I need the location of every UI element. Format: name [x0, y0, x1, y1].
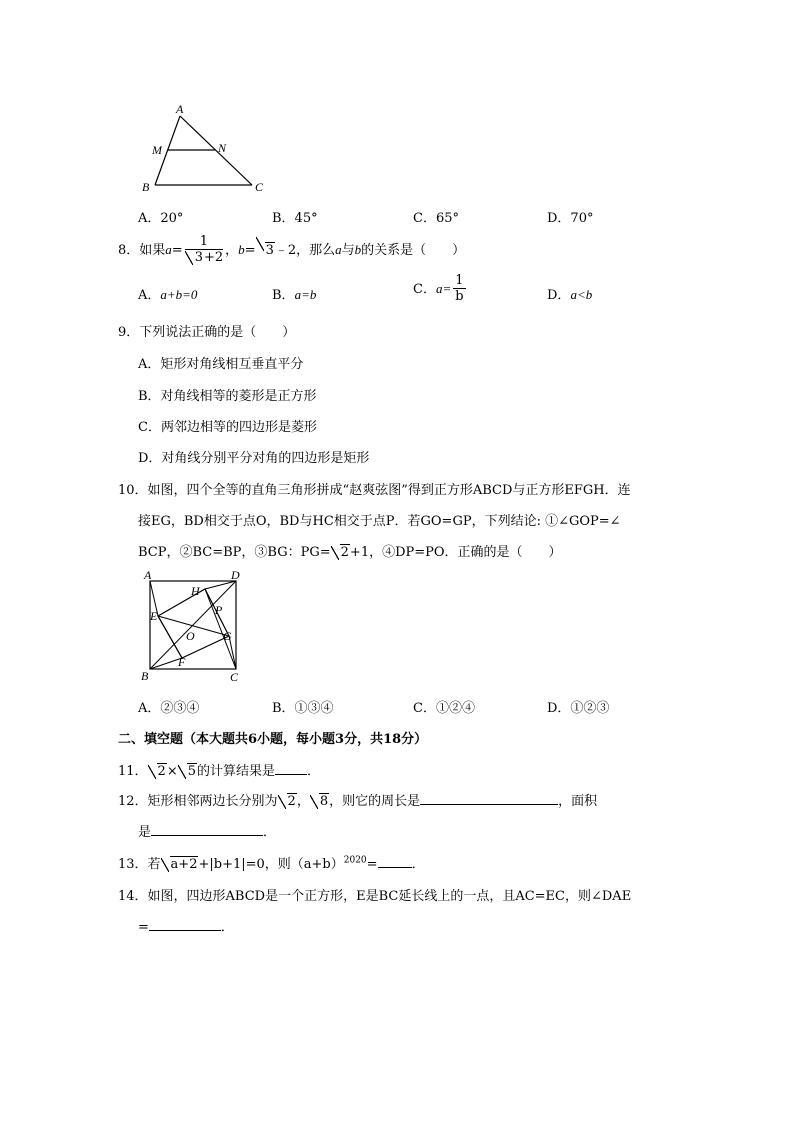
q11-tail: 的计算结果是 [197, 764, 276, 779]
q8-with: 与 [341, 243, 355, 258]
q13-exp: 2020 [343, 855, 367, 866]
q14-line1: 14．如图，四边形ABCD是一个正方形，E是BC延长线上的一点，且AC=EC，则∠DAE [118, 889, 632, 904]
q8-rad-b: 3 [265, 243, 274, 258]
q8-var-a2: a [335, 242, 342, 257]
q8-a-txt: a+b=0 [160, 287, 198, 302]
q12-line2 [138, 821, 276, 840]
q12-area-blank[interactable] [151, 823, 263, 836]
q13-pre: 13．若 [118, 857, 161, 872]
q10-line3-b: +1，④DP=PO．正确的是（ ） [349, 545, 562, 560]
q8-c-num: 1 [455, 273, 464, 288]
label-h: H [191, 584, 200, 598]
label-e: E [150, 609, 158, 623]
label-m: M [152, 143, 162, 157]
q8-option-a [138, 284, 197, 303]
q8-tail: 的关系是（ ） [361, 243, 466, 258]
q13-mid: +|b+1|=0，则（a+b） [198, 857, 344, 872]
q8-a-pre: A． [138, 288, 161, 303]
label-b: B [141, 669, 149, 683]
q11-times: × [166, 764, 178, 779]
q10-line3-a: BCP，②BC=BP，③BG：PG= [138, 545, 331, 560]
q8-b-txt: a=b [294, 287, 317, 302]
q11-num: 11． [118, 764, 148, 779]
q14-line2-text: = [138, 920, 149, 935]
q9-option-c: C．两邻边相等的四边形是菱形 [138, 420, 317, 435]
q8-plus2: +2 [203, 250, 224, 265]
q10-line1: 10．如图，四个全等的直角三角形拼成“赵爽弦图”得到正方形ABCD与正方形EFGH．连 [118, 483, 631, 498]
q10-option-a: A．②③④ [138, 701, 200, 716]
q12-rad1: 2 [287, 794, 296, 809]
q13-end: ． [411, 857, 425, 872]
q11-rad1: 2 [157, 764, 166, 779]
q9-option-a: A．矩形对角线相互垂直平分 [138, 357, 304, 372]
q10-option-d: D．①②③ [547, 701, 610, 716]
q8-frac-den [185, 250, 223, 266]
zhao-shuang-figure [138, 568, 253, 686]
q12-line2-text: 是 [138, 825, 152, 840]
line-dh [205, 581, 236, 589]
line-ef [158, 616, 182, 658]
q10-option-b: B．①③④ [272, 701, 334, 716]
q9-option-b: B．对角线相等的菱形是正方形 [138, 389, 317, 404]
q8-option-d [547, 284, 592, 303]
q8-option-c [413, 274, 468, 305]
label-d: D [231, 568, 240, 582]
triangle-figure [135, 100, 275, 195]
q8-rad-a: 3 [194, 250, 203, 265]
q10-line2: 接EG，BD相交于点O，BD与HC相交于点P．若GO=GP，下列结论: ①∠GOP=∠ [138, 514, 621, 529]
q13 [118, 853, 425, 872]
label-a: A [176, 102, 184, 116]
q8-var-a: a [165, 242, 172, 257]
q11-blank[interactable] [275, 762, 307, 775]
q7-option-d: D．70° [547, 211, 594, 226]
q8-var-b: b [238, 242, 245, 257]
q8-d-txt: a<b [570, 287, 593, 302]
q12-perimeter-blank[interactable] [420, 792, 558, 805]
q14-line2 [138, 916, 234, 935]
q10-line3-rad: 2 [340, 545, 349, 560]
q12-tail: ，面积 [558, 794, 598, 809]
label-o: O [186, 629, 195, 643]
section2-title: 二、填空题（本大题共6小题，每小题3分，共18分） [118, 732, 428, 747]
label-a: A [144, 568, 152, 582]
q8-d-pre: D． [547, 288, 571, 303]
q11 [118, 760, 320, 779]
q14-blank[interactable] [149, 918, 221, 931]
q14-end: ． [220, 920, 234, 935]
q12-pre: 12．矩形相邻两边长分别为 [118, 794, 278, 809]
q10-line3 [138, 541, 562, 560]
q8-minus2: ﹣2，那么 [274, 243, 336, 258]
q13-rad: a+2 [170, 857, 198, 872]
q8-fraction [185, 235, 223, 266]
q11-end: ． [307, 764, 321, 779]
q8-c-den: b [455, 289, 464, 304]
q13-eq: = [366, 857, 378, 872]
q10-option-c: C．①②④ [413, 701, 475, 716]
q9-option-d: D．对角线分别平分对角的四边形是矩形 [138, 451, 370, 466]
q8-frac-num: 1 [185, 235, 223, 250]
q12-rad2: 8 [319, 794, 329, 809]
q8-num: 8．如果 [118, 243, 166, 258]
q11-rad2: 5 [187, 764, 197, 779]
q7-option-c: C．65° [413, 211, 459, 226]
label-g: G [223, 629, 232, 643]
q8-eq2: = [244, 243, 256, 258]
q12-end: ． [263, 825, 277, 840]
q7-option-b: B．45° [272, 211, 318, 226]
q8-eq: = [171, 243, 183, 258]
q8-b-pre: B． [272, 288, 295, 303]
label-c: C [255, 180, 264, 194]
q8-var-b2: b [354, 242, 362, 257]
q9-stem: 9．下列说法正确的是（ ） [118, 325, 296, 340]
q7-option-a: A．20° [138, 211, 184, 226]
q12-line1 [118, 790, 597, 809]
q13-blank[interactable] [378, 855, 412, 868]
label-c: C [230, 670, 239, 684]
label-b: B [142, 180, 150, 194]
q8-c-txt: a= [435, 281, 452, 296]
q8-stem [118, 235, 465, 266]
q8-option-b [272, 284, 316, 303]
q8-comma: ， [225, 243, 239, 258]
q12-sep: ， [296, 794, 310, 809]
q12-mid: ，则它的周长是 [329, 794, 421, 809]
label-f: F [178, 655, 186, 669]
label-p: P [215, 603, 223, 617]
q8-c-pre: C． [413, 282, 436, 297]
label-n: N [218, 141, 227, 155]
